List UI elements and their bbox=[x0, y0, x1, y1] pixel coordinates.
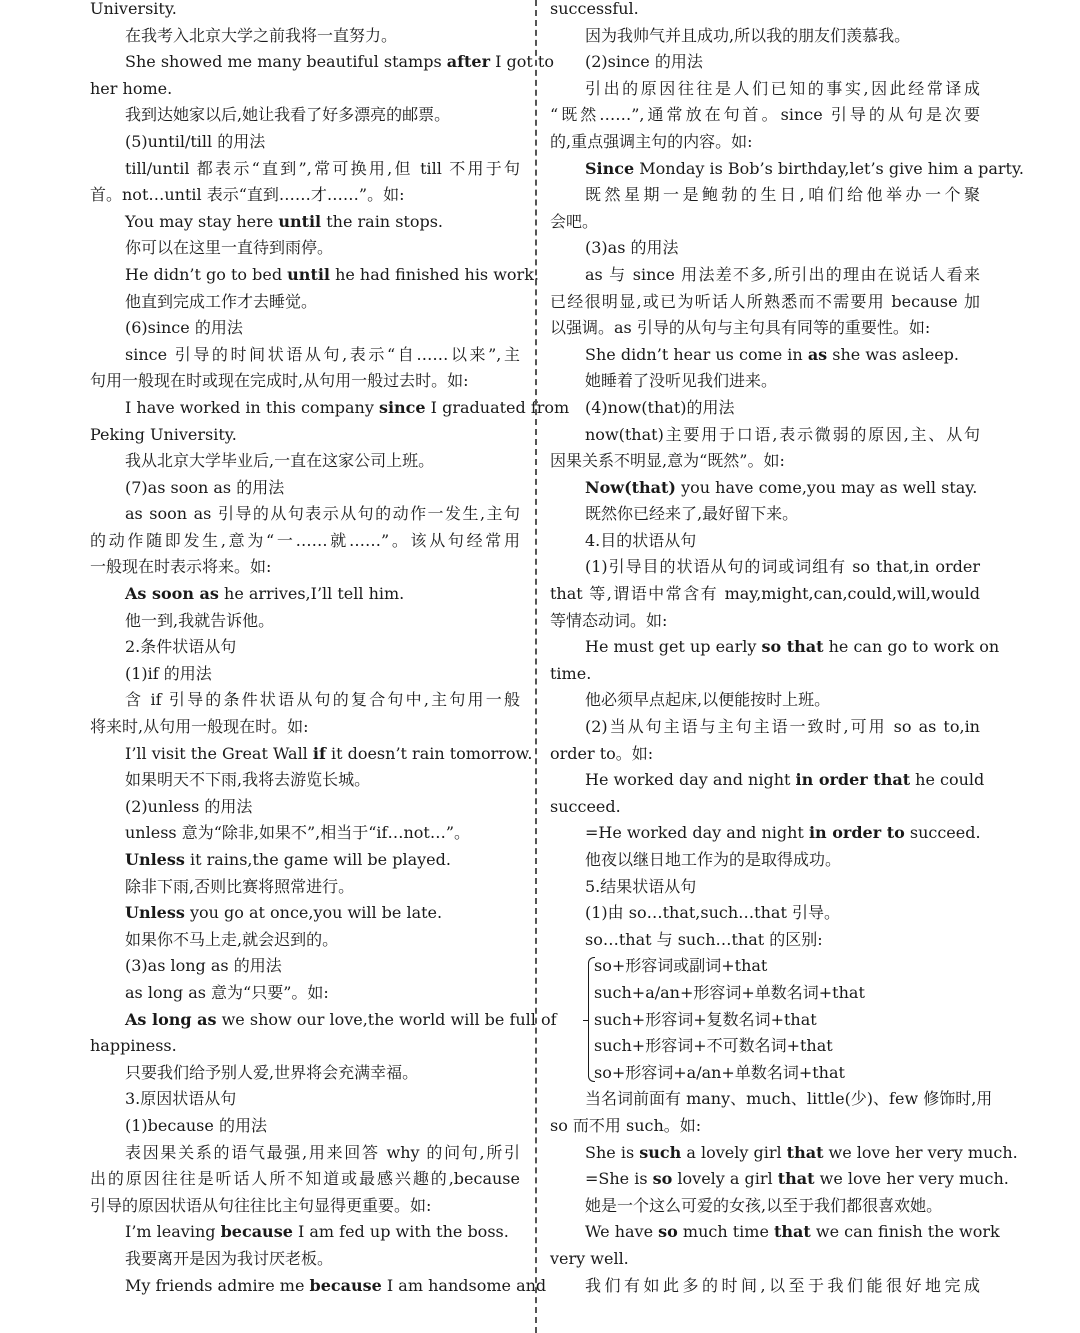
text-line: as soon as 引导的从句表示从句的动作一发生,主句 bbox=[125, 504, 520, 524]
text-line: She showed me many beautiful stamps after I got to bbox=[125, 52, 554, 72]
text-line: (7)as soon as 的用法 bbox=[125, 477, 285, 497]
text-line: 在我考入北京大学之前我将一直努力。 bbox=[125, 25, 398, 45]
text-line: I’m leaving because I am fed up with the boss. bbox=[125, 1222, 509, 1242]
text-line: 他直到完成工作才去睡觉。 bbox=[125, 291, 318, 311]
text-line: (6)since 的用法 bbox=[125, 318, 243, 338]
text-line: such+形容词+不可数名词+that bbox=[594, 1036, 833, 1056]
text-line: 含 if 引导的条件状语从句的复合句中,主句用一般 bbox=[125, 690, 520, 710]
text-line: so 而不用 such。如: bbox=[550, 1115, 702, 1135]
text-line: 既然你已经来了,最好留下来。 bbox=[585, 504, 799, 524]
curly-brace-icon bbox=[588, 957, 595, 1082]
text-line: as long as 意为“只要”。如: bbox=[125, 982, 329, 1002]
text-line: 她睡着了没听见我们进来。 bbox=[585, 371, 778, 391]
text-line: 引出的原因往往是人们已知的事实,因此经常译成 bbox=[585, 78, 980, 98]
text-line: 表因果关系的语气最强,用来回答 why 的问句,所引 bbox=[125, 1142, 520, 1162]
text-line: 因果关系不明显,意为“既然”。如: bbox=[550, 451, 785, 471]
text-line: 等情态动词。如: bbox=[550, 610, 668, 630]
text-line: As long as we show our love,the world will be full of bbox=[125, 1009, 557, 1029]
text-line: succeed. bbox=[550, 796, 621, 816]
text-line: (2)unless 的用法 bbox=[125, 796, 253, 816]
text-line: University. bbox=[90, 0, 177, 18]
text-line: 的动作随即发生,意为“一……就……”。该从句经常用 bbox=[90, 530, 520, 550]
text-line: (2)since 的用法 bbox=[585, 52, 703, 72]
right-column-bottom bbox=[550, 1086, 1018, 1299]
text-line: 你可以在这里一直待到雨停。 bbox=[125, 238, 334, 258]
text-line: order to。如: bbox=[550, 743, 654, 763]
right-column bbox=[550, 0, 1024, 1299]
text-line: (2)当从句主语与主句主语一致时,可用 so as to,in bbox=[585, 717, 980, 737]
text-line: (1)because 的用法 bbox=[125, 1115, 267, 1135]
text-line: happiness. bbox=[90, 1036, 177, 1056]
text-line: He must get up early so that he can go to work on bbox=[585, 637, 1000, 657]
text-line: She didn’t hear us come in as she was asleep. bbox=[585, 344, 960, 364]
text-line: 他必须早点起床,以便能按时上班。 bbox=[585, 690, 831, 710]
text-line: that 等,谓语中常含有 may,might,can,could,will,would bbox=[550, 584, 980, 604]
text-line: time. bbox=[550, 663, 592, 683]
text-line: Unless you go at once,you will be late. bbox=[125, 903, 443, 923]
text-line: Peking University. bbox=[90, 424, 237, 444]
text-line: 已经很明显,或已为听话人所熟悉而不需要用 because 加 bbox=[550, 291, 980, 311]
text-line: You may stay here until the rain stops. bbox=[125, 211, 444, 231]
text-line: He didn’t go to bed until he had finished his work. bbox=[125, 264, 539, 284]
text-line: As soon as he arrives,I’ll tell him. bbox=[125, 584, 405, 604]
text-line: Since Monday is Bob’s birthday,let’s give him a party. bbox=[585, 158, 1024, 178]
text-line: Unless it rains,the game will be played. bbox=[125, 850, 451, 869]
brace-tip bbox=[583, 1020, 588, 1021]
text-line: 因为我帅气并且成功,所以我的朋友们羡慕我。 bbox=[585, 25, 911, 45]
text-line: 我从北京大学毕业后,一直在这家公司上班。 bbox=[125, 451, 435, 471]
text-line: We have so much time that we can finish the work bbox=[585, 1222, 1000, 1242]
text-line: 会吧。 bbox=[550, 211, 599, 231]
text-line: till/until 都表示“直到”,常可换用,但 till 不用于句 bbox=[125, 158, 520, 178]
text-line: 我要离开是因为我讨厌老板。 bbox=[125, 1248, 334, 1268]
text-line: My friends admire me because I am handsome and bbox=[125, 1275, 547, 1295]
right-column-top bbox=[550, 0, 1024, 953]
text-line: 如果你不马上走,就会迟到的。 bbox=[125, 929, 339, 949]
text-line: 他夜以继日地工作为的是取得成功。 bbox=[585, 850, 842, 869]
text-line: 既然星期一是鲍勃的生日,咱们给他举办一个聚 bbox=[585, 185, 980, 205]
text-line: He worked day and night in order that he could bbox=[585, 770, 985, 790]
text-line: 引导的原因状语从句往往比主句显得更重要。如: bbox=[90, 1195, 432, 1215]
text-line: (3)as long as 的用法 bbox=[125, 956, 282, 976]
text-line: 他一到,我就告诉他。 bbox=[125, 610, 275, 630]
text-line: (5)until/till 的用法 bbox=[125, 131, 266, 151]
text-line: so…that 与 such…that 的区别: bbox=[585, 929, 823, 949]
text-line: “既然……”,通常放在句首。since 引导的从句是次要 bbox=[550, 105, 980, 125]
left-column bbox=[90, 0, 570, 1299]
text-line: (4)now(that)的用法 bbox=[585, 397, 735, 417]
column-divider bbox=[535, 0, 537, 1333]
text-line: I have worked in this company since I graduated from bbox=[125, 397, 570, 417]
text-line: so+形容词+a/an+单数名词+that bbox=[594, 1062, 845, 1082]
text-line: since 引导的时间状语从句,表示“自……以来”,主 bbox=[125, 344, 520, 364]
text-line: 5.结果状语从句 bbox=[585, 876, 697, 896]
text-line: =He worked day and night in order to succeed. bbox=[585, 823, 981, 843]
text-line: 首。not…until 表示“直到……才……”。如: bbox=[90, 185, 405, 205]
text-line: 3.原因状语从句 bbox=[125, 1089, 237, 1109]
text-line: (1)由 so…that,such…that 引导。 bbox=[585, 903, 840, 923]
text-line: such+a/an+形容词+单数名词+that bbox=[594, 982, 865, 1002]
text-line: 的,重点强调主句的内容。如: bbox=[550, 131, 753, 151]
text-line: (3)as 的用法 bbox=[585, 238, 679, 258]
text-line: 只要我们给予别人爱,世界将会充满幸福。 bbox=[125, 1062, 419, 1082]
text-line: 当名词前面有 many、much、little(少)、few 修饰时,用 bbox=[585, 1089, 993, 1109]
text-line: Now(that) you have come,you may as well stay. bbox=[585, 477, 978, 497]
text-line: successful. bbox=[550, 0, 639, 18]
text-line: 4.目的状语从句 bbox=[585, 530, 697, 550]
text-line: 我们有如此多的时间,以至于我们能很好地完成 bbox=[585, 1275, 980, 1295]
text-line: (1)if 的用法 bbox=[125, 663, 212, 683]
text-line: such+形容词+复数名词+that bbox=[594, 1009, 817, 1029]
text-line: 出的原因往往是听话人所不知道或最感兴趣的,because bbox=[90, 1169, 520, 1189]
text-line: now(that)主要用于口语,表示微弱的原因,主、从句 bbox=[585, 424, 980, 444]
text-line: as 与 since 用法差不多,所引出的理由在说话人看来 bbox=[585, 264, 980, 284]
text-line: 将来时,从句用一般现在时。如: bbox=[90, 717, 309, 737]
text-line: I’ll visit the Great Wall if it doesn’t rain tomorrow. bbox=[125, 743, 533, 763]
text-line: She is such a lovely girl that we love her very much. bbox=[585, 1142, 1018, 1162]
text-line: 除非下雨,否则比赛将照常进行。 bbox=[125, 876, 355, 896]
so-such-comparison-group bbox=[550, 953, 980, 1086]
text-line: very well. bbox=[550, 1248, 629, 1268]
text-line: =She is so lovely a girl that we love her very much. bbox=[585, 1169, 1009, 1189]
text-line: 2.条件状语从句 bbox=[125, 637, 237, 657]
text-line: 我到达她家以后,她让我看了好多漂亮的邮票。 bbox=[125, 105, 451, 125]
text-line: her home. bbox=[90, 78, 173, 98]
text-line: 一般现在时表示将来。如: bbox=[90, 557, 272, 577]
text-line: 如果明天不下雨,我将去游览长城。 bbox=[125, 770, 371, 790]
text-line: (1)引导目的状语从句的词或词组有 so that,in order bbox=[585, 557, 980, 577]
text-line: 以强调。as 引导的从句与主句具有同等的重要性。如: bbox=[550, 318, 931, 338]
text-line: 句用一般现在时或现在完成时,从句用一般过去时。如: bbox=[90, 371, 469, 391]
text-line: 她是一个这么可爱的女孩,以至于我们都很喜欢她。 bbox=[585, 1195, 943, 1215]
text-line: so+形容词或副词+that bbox=[594, 956, 768, 976]
text-line: unless 意为“除非,如果不”,相当于“if…not…”。 bbox=[125, 823, 471, 843]
